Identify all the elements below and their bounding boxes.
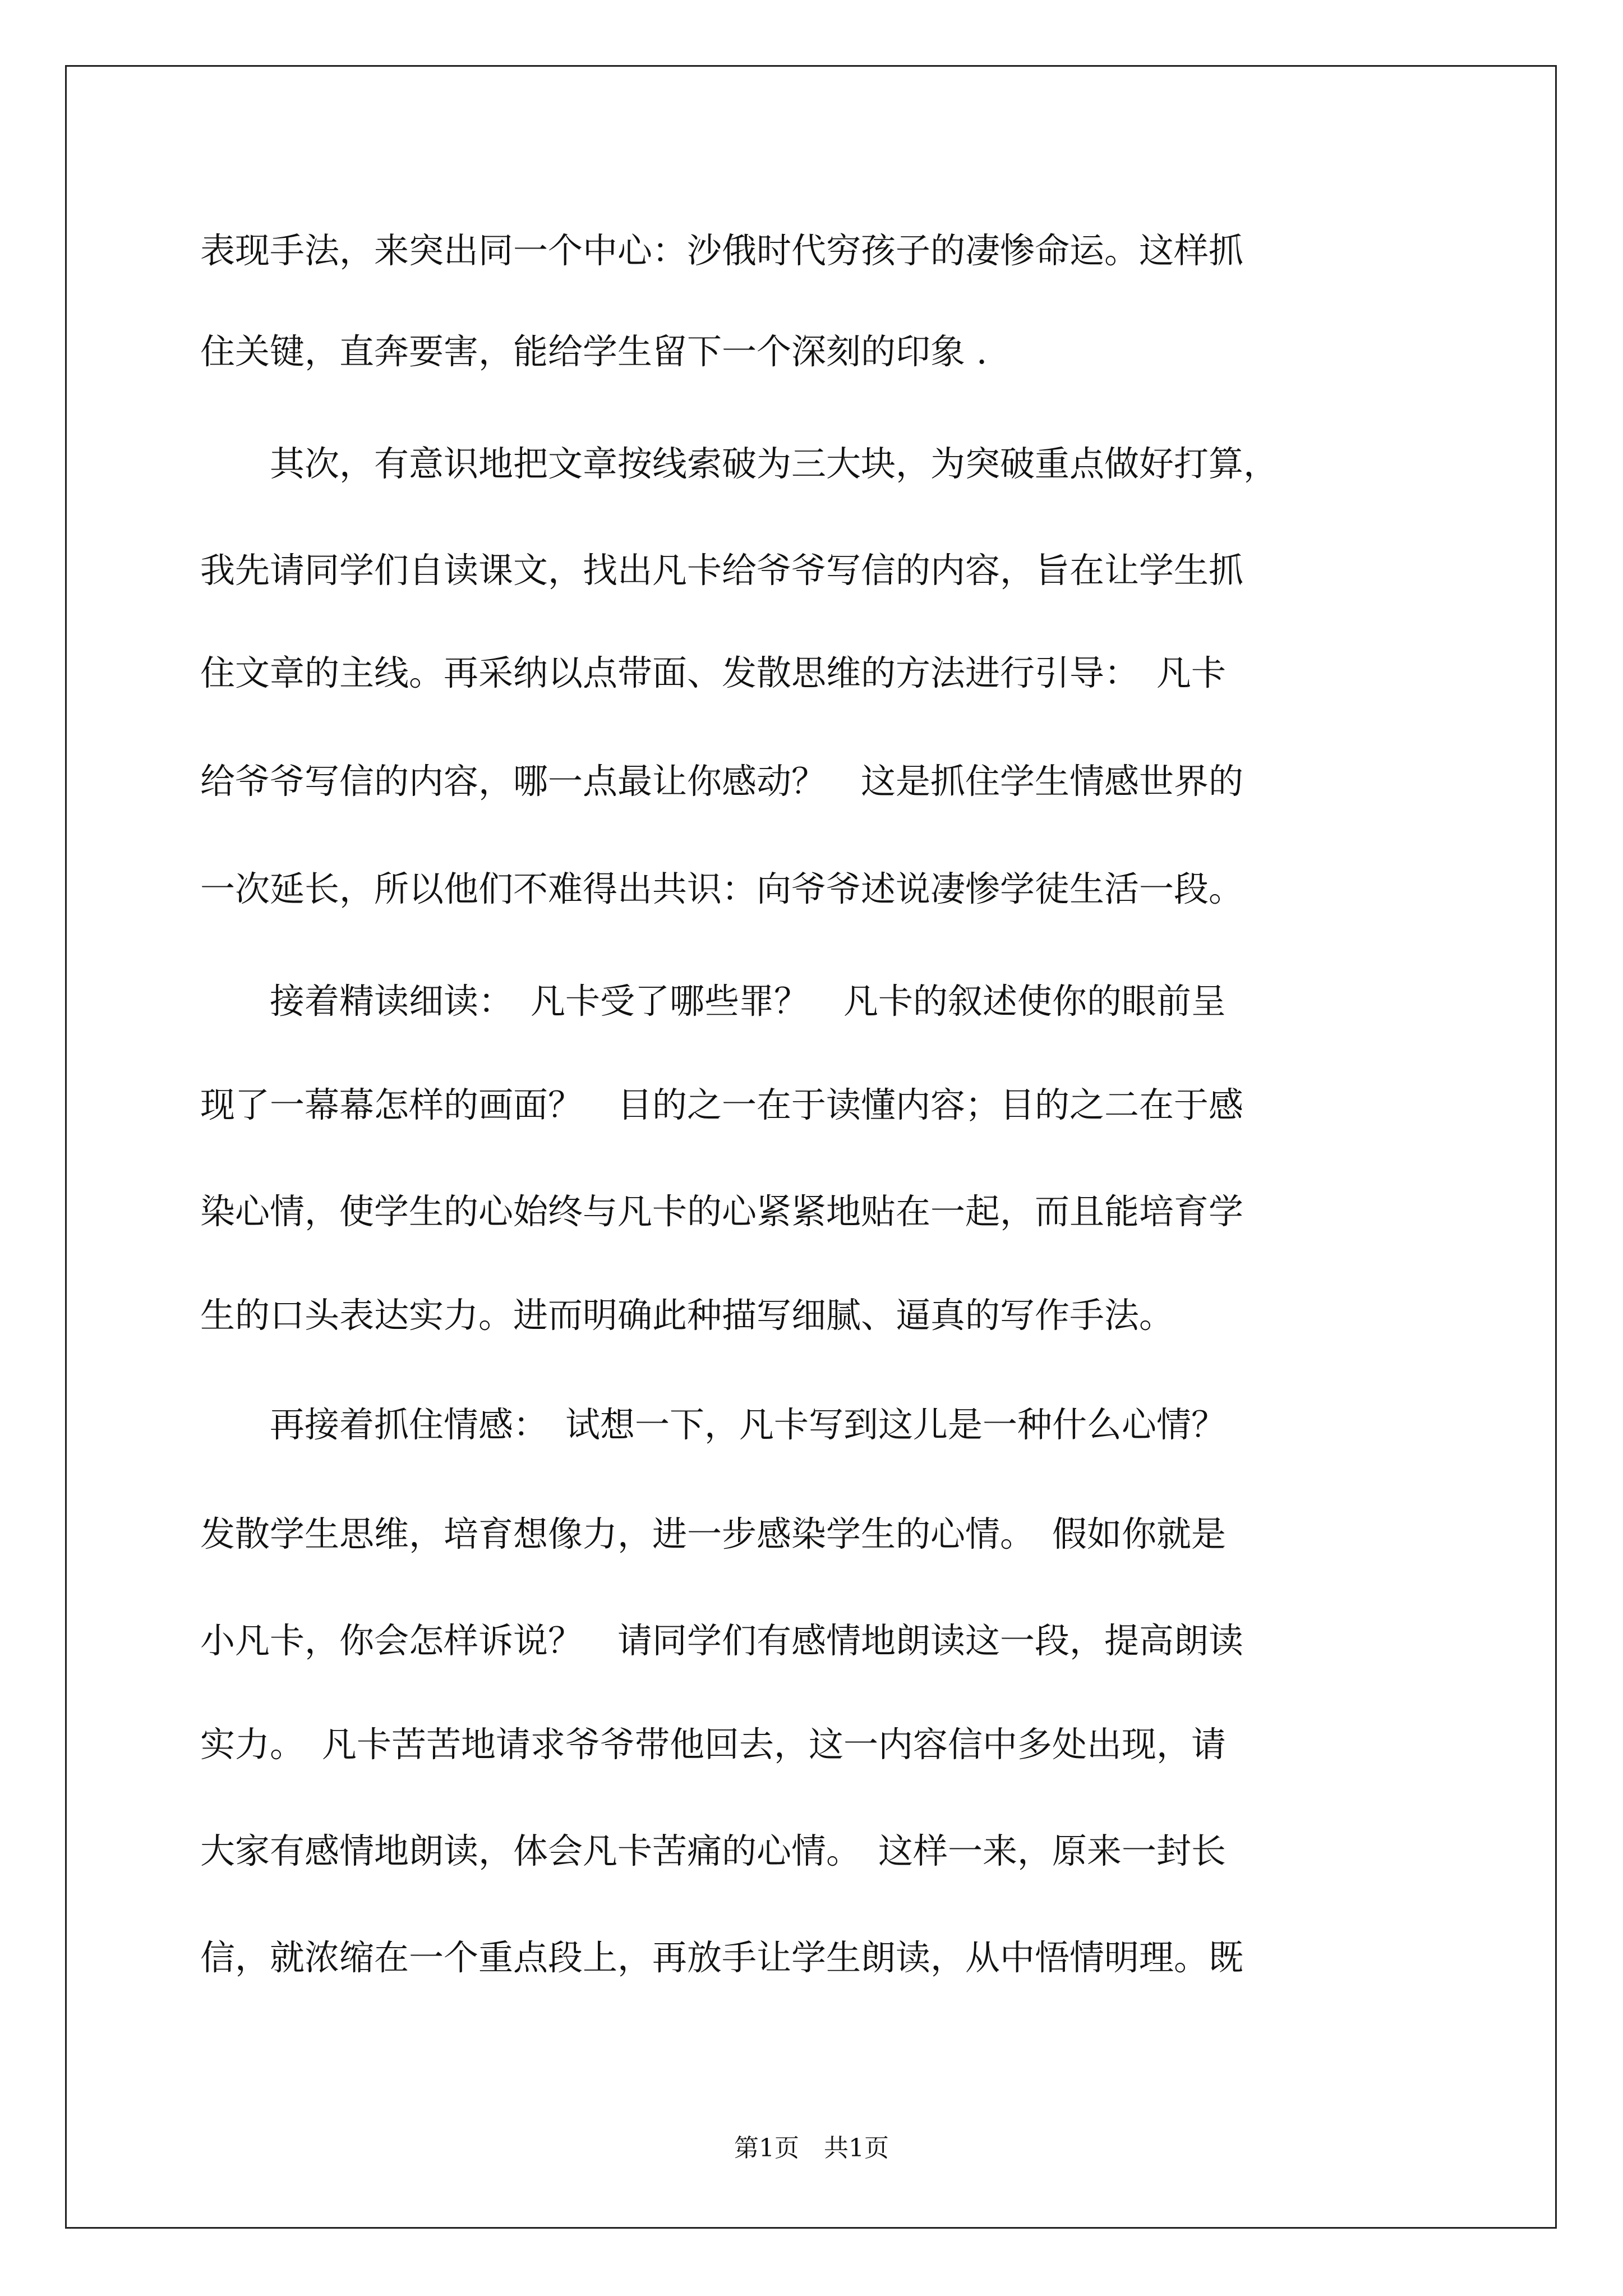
body-line-7: 一次延长，所以他们不难得出共识：向爷爷述说凄惨学徒生活一段。	[200, 868, 1244, 909]
body-line-17: 信，就浓缩在一个重点段上，再放手让学生朗读，从中悟情明理。既	[200, 1937, 1244, 1978]
body-line-11: 生的口头表达实力。进而明确此种描写细腻、逼真的写作手法。	[200, 1295, 1174, 1336]
body-line-8: 接着精读细读： 凡卡受了哪些罪？ 凡卡的叙述使你的眼前呈	[200, 981, 1227, 1022]
body-line-5: 住文章的主线。再采纳以点带面、发散思维的方法进行引导： 凡卡	[200, 652, 1227, 693]
body-line-15: 实力。 凡卡苦苦地请求爷爷带他回去，这一内容信中多处出现，请	[200, 1724, 1227, 1765]
body-line-16: 大家有感情地朗读，体会凡卡苦痛的心情。 这样一来，原来一封长	[200, 1830, 1227, 1871]
body-line-2: 住关键，直奔要害，能给学生留下一个深刻的印象 .	[200, 331, 988, 372]
body-line-1: 表现手法，来突出同一个中心：沙俄时代穷孩子的凄惨命运。这样抓	[200, 230, 1244, 271]
body-line-6: 给爷爷写信的内容，哪一点最让你感动？ 这是抓住学生情感世界的	[200, 761, 1244, 802]
body-line-3: 其次，有意识地把文章按线索破为三大块，为突破重点做好打算，	[200, 443, 1279, 484]
body-line-14: 小凡卡，你会怎样诉说？ 请同学们有感情地朗读这一段，提高朗读	[200, 1620, 1244, 1661]
body-line-10: 染心情，使学生的心始终与凡卡的心紧紧地贴在一起，而且能培育学	[200, 1191, 1244, 1232]
body-line-13: 发散学生思维，培育想像力，进一步感染学生的心情。 假如你就是	[200, 1513, 1227, 1554]
page-number-footer: 第1页 共1页	[734, 2134, 889, 2162]
page-frame	[65, 65, 1557, 2229]
body-line-12: 再接着抓住情感： 试想一下，凡卡写到这儿是一种什么心情？	[200, 1404, 1227, 1445]
body-line-4: 我先请同学们自读课文，找出凡卡给爷爷写信的内容，旨在让学生抓	[200, 550, 1244, 591]
body-line-9: 现了一幕幕怎样的画面？ 目的之一在于读懂内容；目的之二在于感	[200, 1084, 1244, 1125]
